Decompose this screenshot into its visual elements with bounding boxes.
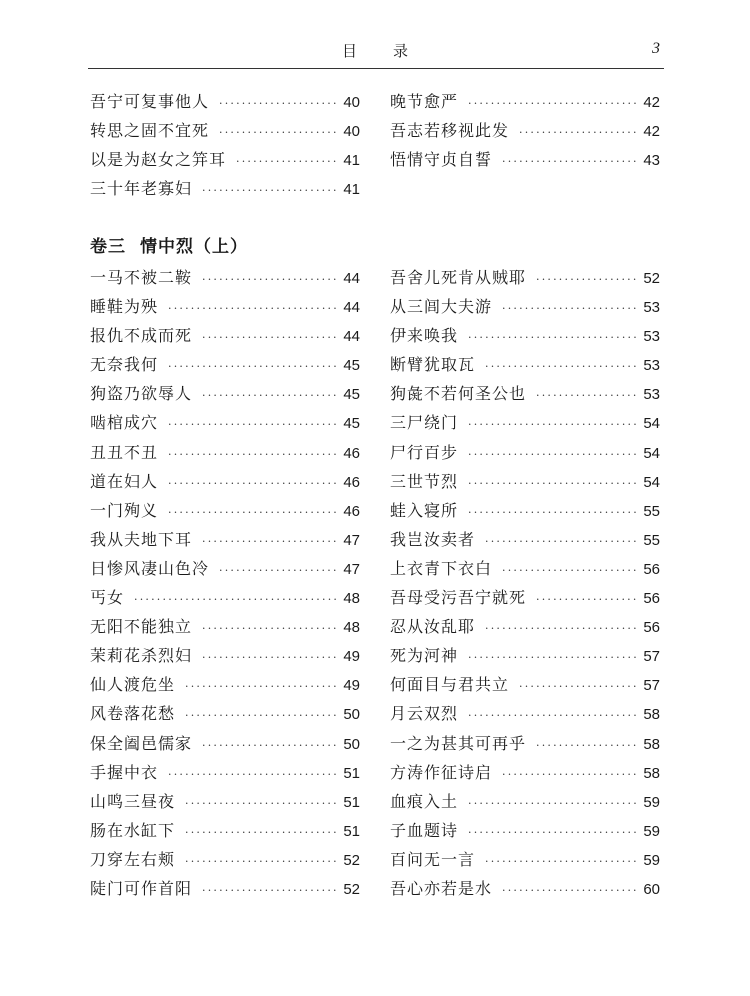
toc-entry-title: 刀穿左右颊 — [90, 849, 176, 869]
toc-entry-title: 吾心亦若是水 — [390, 878, 493, 898]
toc-entry-page: 57 — [643, 648, 660, 666]
dot-leader — [468, 818, 636, 847]
toc-entry-page: 58 — [643, 764, 660, 782]
toc-entry-page: 46 — [343, 444, 360, 462]
toc-entry-page: 50 — [343, 735, 360, 753]
dot-leader — [168, 760, 336, 789]
toc-entry — [390, 116, 660, 145]
toc-entry-title: 报仇不成而死 — [90, 326, 193, 346]
toc-entry — [90, 438, 360, 467]
toc-entry-title: 日惨风凄山色冷 — [90, 558, 210, 578]
dot-leader — [134, 585, 336, 614]
toc-entry — [390, 729, 660, 758]
toc-entry — [390, 145, 660, 174]
toc-entry-title: 晚节愈严 — [390, 92, 459, 111]
toc-entry — [390, 641, 660, 670]
toc-entry — [390, 321, 660, 350]
toc-entry-page: 54 — [643, 415, 660, 433]
toc-entry-title: 陡门可作首阳 — [90, 878, 193, 898]
toc-entry — [390, 554, 660, 583]
dot-leader — [468, 498, 636, 527]
toc-entry-title: 山鸣三昼夜 — [90, 791, 176, 811]
toc-entry — [390, 87, 660, 116]
toc-entry — [390, 467, 660, 496]
toc-entry — [90, 699, 360, 728]
toc-entry-title: 无阳不能独立 — [90, 617, 193, 637]
toc-entry-page: 44 — [343, 299, 360, 317]
dot-leader — [168, 498, 336, 527]
toc-entry-page: 59 — [643, 851, 660, 869]
toc-entry-page: 48 — [343, 590, 360, 608]
toc-entry-title: 无奈我何 — [90, 355, 159, 375]
toc-entry — [90, 321, 360, 350]
toc-entry — [390, 496, 660, 525]
dot-leader — [468, 789, 636, 818]
toc-entry-page: 56 — [643, 590, 660, 608]
toc-entry-page: 41 — [343, 152, 360, 170]
toc-entry — [390, 408, 660, 437]
dot-leader — [219, 89, 336, 118]
dot-leader — [168, 352, 336, 381]
toc-entry-page: 55 — [643, 502, 660, 520]
toc-entry-page: 42 — [643, 94, 660, 111]
toc-entry-title: 睡鞋为殃 — [90, 297, 159, 317]
dot-leader — [236, 147, 336, 176]
toc-entry — [390, 845, 660, 874]
toc-entry-page: 42 — [643, 123, 660, 141]
toc-entry — [90, 116, 360, 145]
toc-entry — [390, 292, 660, 321]
section-label: 卷三 — [90, 237, 126, 257]
toc-entry-page: 46 — [343, 502, 360, 520]
toc-entry-page: 45 — [343, 386, 360, 404]
toc-entry-page: 56 — [643, 560, 660, 578]
toc-entry-page: 43 — [643, 152, 660, 170]
toc-entry — [90, 758, 360, 787]
dot-leader — [168, 469, 336, 498]
toc-entry-page: 45 — [343, 357, 360, 375]
toc-entry-title: 啮棺成穴 — [90, 413, 159, 433]
toc-entry-page: 40 — [343, 94, 360, 111]
dot-leader — [202, 876, 336, 905]
dot-leader — [485, 352, 636, 381]
toc-entry-page: 51 — [343, 822, 360, 840]
dot-leader — [202, 527, 336, 556]
toc-entry-page: 54 — [643, 444, 660, 462]
dot-leader — [468, 410, 636, 439]
toc-entry-page: 52 — [343, 880, 360, 898]
toc-entry — [90, 408, 360, 437]
toc-entry — [390, 350, 660, 379]
toc-entry-page: 58 — [643, 735, 660, 753]
dot-leader — [536, 731, 636, 760]
dot-leader — [168, 410, 336, 439]
dot-leader — [502, 876, 636, 905]
header-title: 目 录 — [341, 42, 410, 60]
toc-entry-page: 47 — [343, 531, 360, 549]
toc-entry — [390, 438, 660, 467]
toc-entry-title: 三尸绕门 — [390, 413, 459, 433]
toc-entry — [90, 292, 360, 321]
toc-entry-title: 狗盗乃欲辱人 — [90, 384, 193, 404]
dot-leader — [468, 701, 636, 730]
toc-entry — [390, 525, 660, 554]
dot-leader — [536, 265, 636, 294]
toc-entry-page: 56 — [643, 619, 660, 637]
dot-leader — [485, 527, 636, 556]
toc-entry-page: 54 — [643, 473, 660, 491]
dot-leader — [468, 469, 636, 498]
dot-leader — [185, 672, 336, 701]
toc-entry — [90, 787, 360, 816]
toc-entry-title: 忍从汝乱耶 — [390, 617, 476, 637]
toc-entry-page: 53 — [643, 386, 660, 404]
toc-entry-title: 茉莉花杀烈妇 — [90, 646, 193, 666]
toc-entry — [390, 874, 660, 903]
toc-entry — [90, 525, 360, 554]
toc-entry-title: 道在妇人 — [90, 471, 159, 491]
toc-entry-page: 49 — [343, 677, 360, 695]
toc-entry — [90, 729, 360, 758]
toc-entry-title: 仙人渡危坐 — [90, 675, 176, 695]
toc-entry-title: 吾舍儿死肯从贼耶 — [390, 268, 527, 287]
toc-column-right — [390, 263, 660, 903]
toc-entry-title: 悟情守贞自誓 — [390, 150, 493, 170]
toc-entry-title: 三十年老寡妇 — [90, 179, 193, 199]
toc-entry-page: 50 — [343, 706, 360, 724]
toc-entry — [390, 816, 660, 845]
toc-entry-title: 丑丑不丑 — [90, 442, 159, 462]
toc-entry — [390, 583, 660, 612]
toc-entry — [390, 612, 660, 641]
toc-entry-title: 我从夫地下耳 — [90, 529, 193, 549]
toc-entry — [90, 145, 360, 174]
toc-entry-title: 手握中衣 — [90, 762, 159, 782]
toc-entry-page: 53 — [643, 357, 660, 375]
toc-entry — [90, 496, 360, 525]
toc-entry — [90, 845, 360, 874]
toc-entry-page: 52 — [343, 851, 360, 869]
toc-entry-title: 血痕入土 — [390, 791, 459, 811]
toc-entry — [390, 699, 660, 728]
dot-leader — [485, 847, 636, 876]
toc-entry-page: 53 — [643, 299, 660, 317]
toc-entry-title: 吾宁可复事他人 — [90, 92, 210, 111]
toc-entry-page: 40 — [343, 123, 360, 141]
toc-entry-title: 从三闾大夫游 — [390, 297, 493, 317]
toc-entry-page: 41 — [343, 181, 360, 199]
toc-entry — [390, 787, 660, 816]
dot-leader — [502, 556, 636, 585]
toc-entry — [390, 758, 660, 787]
dot-leader — [202, 265, 336, 294]
toc-entry — [390, 379, 660, 408]
toc-entry-page: 44 — [343, 270, 360, 287]
toc-entry — [90, 350, 360, 379]
toc-entry — [390, 263, 660, 292]
toc-entry-title: 我岂汝卖者 — [390, 529, 476, 549]
toc-entry-title: 丐女 — [90, 588, 125, 608]
dot-leader — [502, 760, 636, 789]
section-name: 情中烈（上） — [140, 237, 248, 257]
toc-entry — [390, 670, 660, 699]
dot-leader — [468, 440, 636, 469]
toc-column-top-right — [390, 87, 660, 174]
toc-entry-page: 47 — [343, 560, 360, 578]
dot-leader — [502, 147, 636, 176]
toc-entry-title: 子血题诗 — [390, 820, 459, 840]
toc-column-top-left — [90, 87, 360, 203]
toc-entry — [90, 554, 360, 583]
toc-column-left — [90, 263, 360, 903]
dot-leader — [468, 89, 636, 118]
toc-entry-title: 保全阖邑儒家 — [90, 733, 193, 753]
toc-entry-page: 51 — [343, 764, 360, 782]
toc-entry — [90, 583, 360, 612]
toc-entry-title: 吾母受污吾宁就死 — [390, 588, 527, 608]
toc-entry-page: 58 — [643, 706, 660, 724]
toc-entry — [90, 816, 360, 845]
dot-leader — [536, 381, 636, 410]
toc-entry-title: 百问无一言 — [390, 849, 476, 869]
toc-entry-page: 59 — [643, 793, 660, 811]
toc-entry — [90, 670, 360, 699]
toc-entry-title: 转思之固不宜死 — [90, 121, 210, 141]
toc-entry — [90, 174, 360, 203]
toc-entry-title: 月云双烈 — [390, 704, 459, 724]
dot-leader — [185, 818, 336, 847]
toc-entry-title: 三世节烈 — [390, 471, 459, 491]
dot-leader — [168, 294, 336, 323]
dot-leader — [202, 323, 336, 352]
toc-entry-page: 46 — [343, 473, 360, 491]
toc-entry-page: 55 — [643, 531, 660, 549]
running-header — [88, 38, 664, 69]
dot-leader — [202, 176, 336, 205]
toc-entry-title: 何面目与君共立 — [390, 675, 510, 695]
toc-entry — [90, 467, 360, 496]
toc-entry-page: 44 — [343, 328, 360, 346]
dot-leader — [519, 118, 636, 147]
dot-leader — [219, 118, 336, 147]
toc-entry-title: 肠在水缸下 — [90, 820, 176, 840]
toc-entry-title: 上衣青下衣白 — [390, 558, 493, 578]
toc-entry-title: 狗彘不若何圣公也 — [390, 384, 527, 404]
toc-entry-page: 53 — [643, 328, 660, 346]
dot-leader — [536, 585, 636, 614]
toc-entry — [90, 612, 360, 641]
header-page-number: 3 — [652, 40, 660, 57]
toc-entry-title: 风卷落花愁 — [90, 704, 176, 724]
toc-entry — [90, 87, 360, 116]
toc-entry — [90, 874, 360, 903]
dot-leader — [202, 614, 336, 643]
toc-entry-title: 断臂犹取瓦 — [390, 355, 476, 375]
dot-leader — [185, 789, 336, 818]
toc-entry-page: 48 — [343, 619, 360, 637]
toc-entry-page: 60 — [643, 880, 660, 898]
toc-entry — [90, 379, 360, 408]
dot-leader — [468, 643, 636, 672]
toc-entry-title: 尸行百步 — [390, 442, 459, 462]
dot-leader — [202, 381, 336, 410]
dot-leader — [185, 847, 336, 876]
toc-entry-title: 以是为赵女之笄耳 — [90, 150, 227, 170]
toc-entry-title: 死为河神 — [390, 646, 459, 666]
toc-entry-title: 一之为甚其可再乎 — [390, 733, 527, 753]
toc-entry-title: 伊来唤我 — [390, 326, 459, 346]
toc-entry-page: 59 — [643, 822, 660, 840]
toc-entry-title: 吾志若移视此发 — [390, 121, 510, 141]
toc-entry-title: 方涛作征诗启 — [390, 762, 493, 782]
toc-entry-page: 52 — [643, 270, 660, 287]
dot-leader — [485, 614, 636, 643]
toc-entry-title: 蛙入寝所 — [390, 500, 459, 520]
section-heading — [90, 232, 248, 257]
toc-entry-page: 57 — [643, 677, 660, 695]
toc-entry-page: 49 — [343, 648, 360, 666]
dot-leader — [202, 643, 336, 672]
dot-leader — [185, 701, 336, 730]
toc-entry — [90, 641, 360, 670]
dot-leader — [468, 323, 636, 352]
toc-entry-title: 一门殉义 — [90, 500, 159, 520]
toc-entry — [90, 263, 360, 292]
toc-entry-title: 一马不被二鞍 — [90, 268, 193, 287]
toc-entry-page: 51 — [343, 793, 360, 811]
dot-leader — [202, 731, 336, 760]
toc-entry-page: 45 — [343, 415, 360, 433]
dot-leader — [219, 556, 336, 585]
dot-leader — [519, 672, 636, 701]
dot-leader — [168, 440, 336, 469]
dot-leader — [502, 294, 636, 323]
